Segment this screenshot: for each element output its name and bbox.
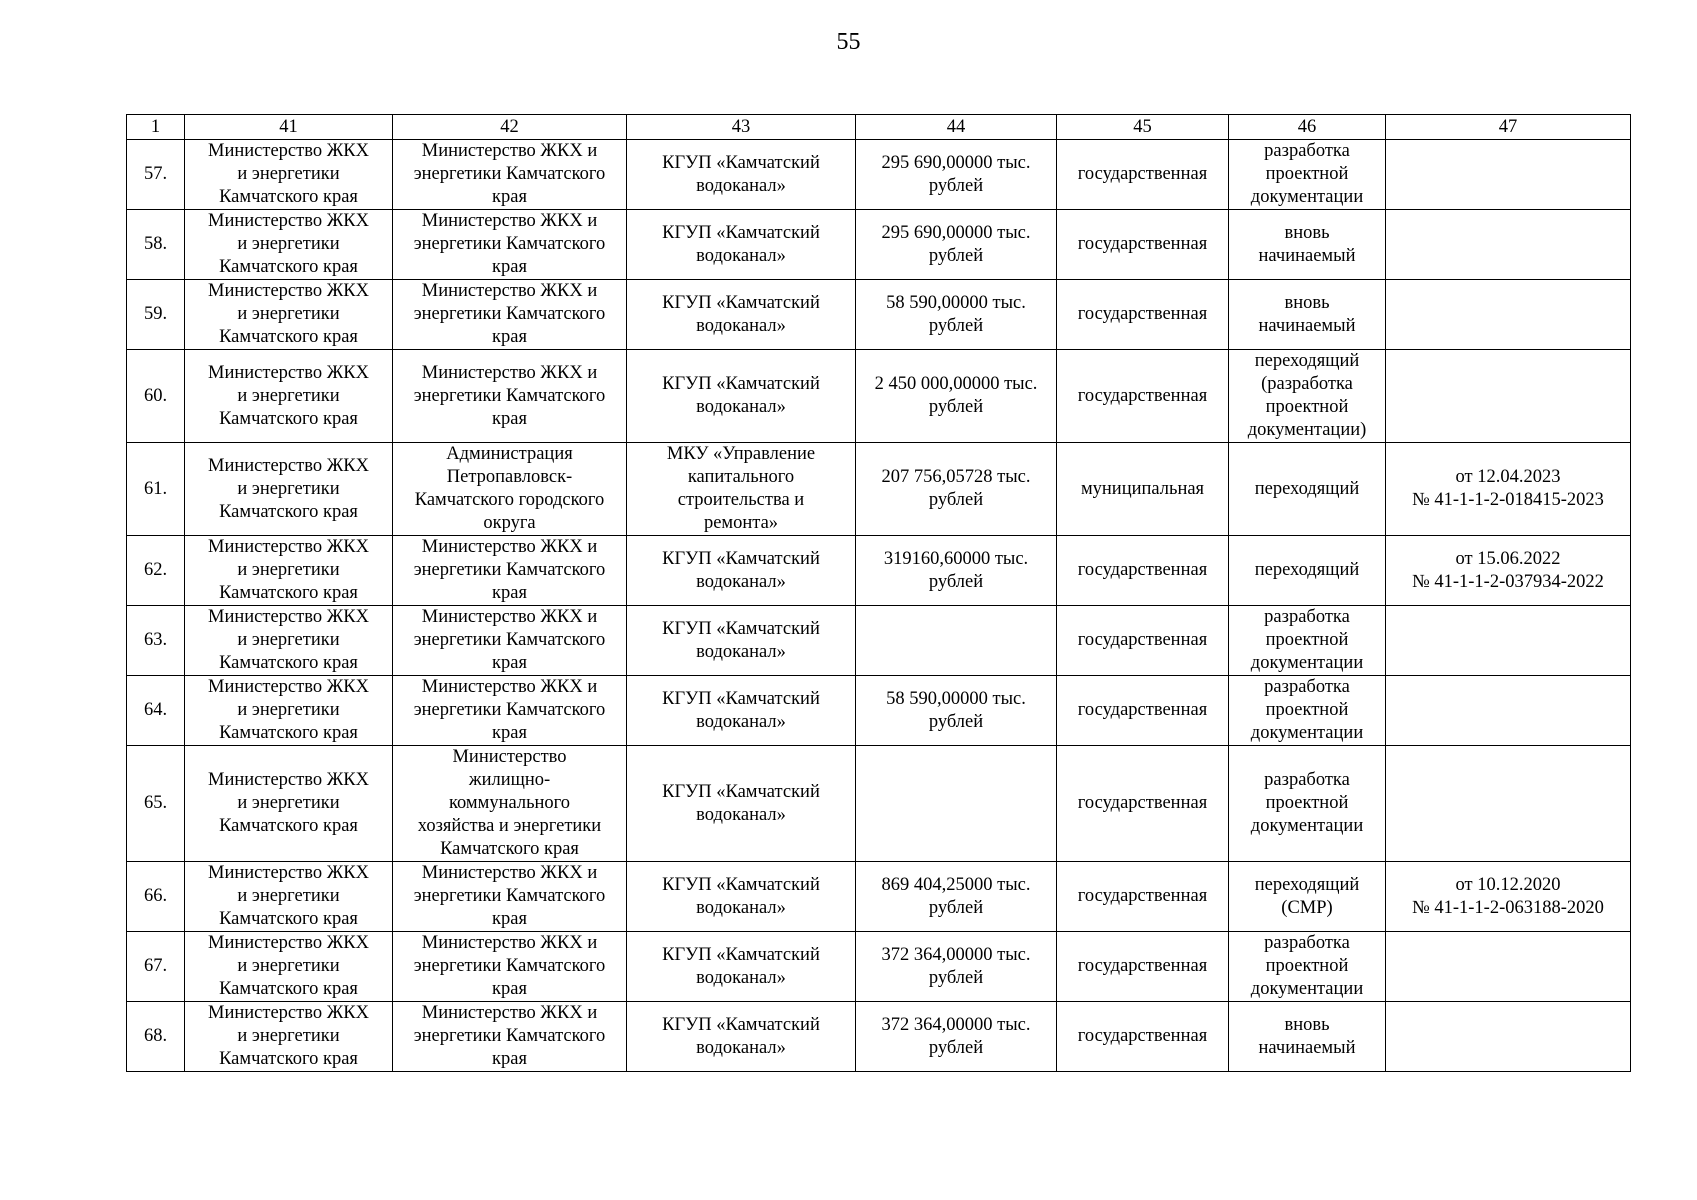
column-46-cell xyxy=(1229,606,1386,676)
column-45-cell-text: государственная xyxy=(1077,385,1208,406)
row-number-cell xyxy=(127,210,185,280)
column-42-cell-text: Министерство ЖКХ и энергетики Камчатского края xyxy=(413,1003,606,1069)
column-42-cell-text: Министерство ЖКХ и энергетики Камчатского края xyxy=(413,141,606,207)
column-44-cell xyxy=(856,210,1057,280)
table-row xyxy=(127,210,1631,280)
column-46-cell xyxy=(1229,932,1386,1002)
column-46-cell-text: разработка проектной документации xyxy=(1250,607,1364,673)
column-42-cell-text: Администрация Петропавловск- Камчатского городского округа xyxy=(414,444,605,533)
column-46-cell xyxy=(1229,746,1386,862)
column-46-cell-text: переходящий (СМР) xyxy=(1254,874,1360,918)
column-41-cell xyxy=(185,140,393,210)
column-47-cell-text: от 15.06.2022 № 41-1-1-2-037934-2022 xyxy=(1412,548,1604,592)
column-45-cell xyxy=(1057,210,1229,280)
column-header: 41 xyxy=(185,115,393,140)
column-header: 45 xyxy=(1057,115,1229,140)
column-43-cell xyxy=(627,280,856,350)
column-44-cell xyxy=(856,140,1057,210)
column-43-cell-text: КГУП «Камчатский водоканал» xyxy=(662,152,820,196)
column-47-cell xyxy=(1386,606,1631,676)
table-row xyxy=(127,746,1631,862)
column-46-cell-text: переходящий (разработка проектной документации) xyxy=(1247,351,1367,440)
column-41-cell-text: Министерство ЖКХ и энергетики Камчатского края xyxy=(208,455,369,522)
column-43-cell xyxy=(627,606,856,676)
table-row xyxy=(127,280,1631,350)
column-46-cell xyxy=(1229,210,1386,280)
row-number-cell-text: 62. xyxy=(143,560,168,580)
row-number-cell xyxy=(127,350,185,443)
column-45-cell-text: государственная xyxy=(1077,234,1208,254)
column-47-cell xyxy=(1386,210,1631,280)
column-42-cell xyxy=(393,676,627,746)
column-43-cell-text: КГУП «Камчатский водоканал» xyxy=(662,874,820,918)
column-43-cell-text: МКУ «Управление капитального строительства и ремонта» xyxy=(666,444,816,533)
row-number-cell-text: 65. xyxy=(143,793,168,813)
column-46-cell-text: вновь начинаемый xyxy=(1258,222,1356,266)
column-42-cell-text: Министерство ЖКХ и энергетики Камчатского края xyxy=(413,863,606,929)
column-41-cell-text: Министерство ЖКХ и энергетики Камчатского края xyxy=(208,607,369,673)
column-45-cell-text: государственная xyxy=(1077,956,1208,976)
column-44-cell-text: 295 690,00000 тыс. рублей xyxy=(881,222,1031,266)
column-41-cell xyxy=(185,443,393,536)
column-45-cell xyxy=(1057,536,1229,606)
row-number-cell-text: 66. xyxy=(143,886,168,906)
column-46-cell xyxy=(1229,676,1386,746)
row-number-cell-text: 59. xyxy=(143,304,168,324)
row-number-cell xyxy=(127,862,185,932)
column-46-cell-text: разработка проектной документации xyxy=(1250,141,1364,207)
column-45-cell xyxy=(1057,676,1229,746)
column-45-cell-text: государственная xyxy=(1077,630,1208,650)
row-number-cell xyxy=(127,932,185,1002)
column-41-cell xyxy=(185,746,393,862)
column-46-cell xyxy=(1229,862,1386,932)
column-42-cell xyxy=(393,606,627,676)
column-41-cell xyxy=(185,210,393,280)
column-41-cell xyxy=(185,676,393,746)
column-42-cell-text: Министерство ЖКХ и энергетики Камчатского края xyxy=(413,537,606,603)
column-44-cell xyxy=(856,350,1057,443)
column-42-cell-text: Министерство ЖКХ и энергетики Камчатского края xyxy=(413,677,606,743)
row-number-cell-text: 61. xyxy=(143,478,168,499)
table-row xyxy=(127,932,1631,1002)
column-45-cell xyxy=(1057,932,1229,1002)
column-42-cell xyxy=(393,1002,627,1072)
table-row xyxy=(127,606,1631,676)
row-number-cell-text: 67. xyxy=(143,956,168,976)
header-row xyxy=(127,115,1631,140)
column-47-cell xyxy=(1386,536,1631,606)
column-42-cell-text: Министерство ЖКХ и энергетики Камчатского края xyxy=(413,211,606,277)
column-42-cell-text: Министерство ЖКХ и энергетики Камчатского края xyxy=(413,933,606,999)
row-number-cell-text: 64. xyxy=(143,700,168,720)
column-44-cell xyxy=(856,280,1057,350)
column-46-cell-text: вновь начинаемый xyxy=(1258,292,1356,336)
column-header: 43 xyxy=(627,115,856,140)
table-body xyxy=(127,140,1631,1072)
column-header: 44 xyxy=(856,115,1057,140)
column-44-cell xyxy=(856,1002,1057,1072)
column-44-cell-text: 372 364,00000 тыс. рублей xyxy=(881,1014,1031,1058)
registry-table xyxy=(126,114,1631,1072)
column-45-cell xyxy=(1057,443,1229,536)
column-46-cell-text: разработка проектной документации xyxy=(1250,933,1364,999)
column-43-cell-text: КГУП «Камчатский водоканал» xyxy=(662,688,820,732)
row-number-cell xyxy=(127,443,185,536)
column-41-cell xyxy=(185,280,393,350)
column-41-cell xyxy=(185,350,393,443)
column-43-cell-text: КГУП «Камчатский водоканал» xyxy=(662,781,820,825)
column-46-cell-text: разработка проектной документации xyxy=(1250,770,1364,836)
column-45-cell xyxy=(1057,606,1229,676)
column-header: 46 xyxy=(1229,115,1386,140)
column-43-cell-text: КГУП «Камчатский водоканал» xyxy=(662,292,820,336)
column-43-cell-text: КГУП «Камчатский водоканал» xyxy=(662,548,820,592)
column-47-cell xyxy=(1386,676,1631,746)
column-41-cell-text: Министерство ЖКХ и энергетики Камчатского края xyxy=(208,281,369,347)
column-47-cell xyxy=(1386,932,1631,1002)
column-44-cell-text: 2 450 000,00000 тыс. рублей xyxy=(874,374,1038,417)
column-46-cell-text: переходящий xyxy=(1254,560,1360,580)
column-41-cell xyxy=(185,932,393,1002)
column-header: 47 xyxy=(1386,115,1631,140)
column-43-cell-text: КГУП «Камчатский водоканал» xyxy=(662,1014,820,1058)
column-41-cell-text: Министерство ЖКХ и энергетики Камчатского края xyxy=(208,537,369,603)
column-42-cell-text: Министерство ЖКХ и энергетики Камчатского края xyxy=(413,607,606,673)
column-42-cell xyxy=(393,210,627,280)
column-45-cell-text: государственная xyxy=(1077,164,1208,184)
column-42-cell xyxy=(393,280,627,350)
column-44-cell xyxy=(856,606,1057,676)
column-44-cell xyxy=(856,443,1057,536)
column-43-cell-text: КГУП «Камчатский водоканал» xyxy=(662,222,820,266)
column-46-cell xyxy=(1229,443,1386,536)
column-41-cell-text: Министерство ЖКХ и энергетики Камчатского края xyxy=(208,677,369,743)
column-46-cell xyxy=(1229,280,1386,350)
column-41-cell-text: Министерство ЖКХ и энергетики Камчатского края xyxy=(208,1003,369,1069)
column-45-cell-text: государственная xyxy=(1077,1026,1208,1046)
column-41-cell xyxy=(185,606,393,676)
column-43-cell-text: КГУП «Камчатский водоканал» xyxy=(662,374,820,417)
column-47-cell xyxy=(1386,350,1631,443)
column-47-cell-text: от 12.04.2023 № 41-1-1-2-018415-2023 xyxy=(1412,467,1604,510)
column-42-cell xyxy=(393,862,627,932)
column-45-cell xyxy=(1057,862,1229,932)
column-41-cell-text: Министерство ЖКХ и энергетики Камчатского края xyxy=(208,211,369,277)
table-row xyxy=(127,862,1631,932)
row-number-cell xyxy=(127,140,185,210)
column-42-cell-text: Министерство ЖКХ и энергетики Камчатского края xyxy=(413,362,606,429)
column-43-cell xyxy=(627,443,856,536)
row-number-cell xyxy=(127,536,185,606)
column-46-cell-text: переходящий xyxy=(1254,478,1360,499)
column-44-cell-text: 58 590,00000 тыс. рублей xyxy=(886,688,1026,732)
column-43-cell xyxy=(627,536,856,606)
row-number-cell-text: 63. xyxy=(143,630,168,650)
column-47-cell-text: от 10.12.2020 № 41-1-1-2-063188-2020 xyxy=(1412,874,1604,918)
page-number: 55 xyxy=(836,29,861,55)
column-42-cell-text: Министерство жилищно- коммунального хозяйства и энергетики Камчатского края xyxy=(417,747,602,859)
column-45-cell xyxy=(1057,140,1229,210)
column-43-cell xyxy=(627,140,856,210)
row-number-cell xyxy=(127,280,185,350)
column-46-cell xyxy=(1229,350,1386,443)
table-row xyxy=(127,140,1631,210)
column-47-cell xyxy=(1386,1002,1631,1072)
column-45-cell-text: государственная xyxy=(1077,700,1208,720)
column-45-cell-text: муниципальная xyxy=(1080,478,1205,499)
column-46-cell-text: вновь начинаемый xyxy=(1258,1014,1356,1058)
column-45-cell xyxy=(1057,280,1229,350)
column-42-cell-text: Министерство ЖКХ и энергетики Камчатского края xyxy=(413,281,606,347)
row-number-cell-text: 60. xyxy=(143,385,168,406)
column-41-cell-text: Министерство ЖКХ и энергетики Камчатского края xyxy=(208,933,369,999)
row-number-cell xyxy=(127,606,185,676)
column-44-cell-text: 372 364,00000 тыс. рублей xyxy=(881,944,1031,988)
column-44-cell xyxy=(856,676,1057,746)
table-row xyxy=(127,350,1631,443)
column-42-cell xyxy=(393,746,627,862)
column-44-cell-text: 869 404,25000 тыс. рублей xyxy=(881,874,1031,918)
column-43-cell xyxy=(627,932,856,1002)
column-47-cell xyxy=(1386,862,1631,932)
column-46-cell xyxy=(1229,1002,1386,1072)
column-45-cell-text: государственная xyxy=(1077,793,1208,813)
column-47-cell xyxy=(1386,746,1631,862)
column-44-cell xyxy=(856,536,1057,606)
table-row xyxy=(127,536,1631,606)
column-42-cell xyxy=(393,932,627,1002)
column-42-cell xyxy=(393,443,627,536)
column-43-cell xyxy=(627,862,856,932)
column-46-cell xyxy=(1229,140,1386,210)
column-41-cell xyxy=(185,1002,393,1072)
column-43-cell xyxy=(627,350,856,443)
column-41-cell xyxy=(185,862,393,932)
column-44-cell xyxy=(856,932,1057,1002)
column-43-cell xyxy=(627,210,856,280)
row-number-cell-text: 68. xyxy=(143,1026,168,1046)
column-43-cell xyxy=(627,1002,856,1072)
column-45-cell xyxy=(1057,746,1229,862)
table-row xyxy=(127,443,1631,536)
column-47-cell xyxy=(1386,443,1631,536)
table-row xyxy=(127,1002,1631,1072)
column-44-cell xyxy=(856,746,1057,862)
column-45-cell xyxy=(1057,1002,1229,1072)
column-47-cell xyxy=(1386,280,1631,350)
row-number-cell-text: 57. xyxy=(143,164,168,184)
column-42-cell xyxy=(393,536,627,606)
column-45-cell xyxy=(1057,350,1229,443)
column-44-cell xyxy=(856,862,1057,932)
column-43-cell xyxy=(627,746,856,862)
column-41-cell-text: Министерство ЖКХ и энергетики Камчатского края xyxy=(208,141,369,207)
column-header: 42 xyxy=(393,115,627,140)
column-header: 1 xyxy=(127,115,185,140)
column-41-cell-text: Министерство ЖКХ и энергетики Камчатского края xyxy=(208,863,369,929)
column-45-cell-text: государственная xyxy=(1077,560,1208,580)
column-45-cell-text: государственная xyxy=(1077,304,1208,324)
row-number-cell-text: 58. xyxy=(143,234,168,254)
column-41-cell-text: Министерство ЖКХ и энергетики Камчатского края xyxy=(208,770,369,836)
column-44-cell-text: 295 690,00000 тыс. рублей xyxy=(881,152,1031,196)
column-47-cell xyxy=(1386,140,1631,210)
column-43-cell-text: КГУП «Камчатский водоканал» xyxy=(662,618,820,662)
row-number-cell xyxy=(127,1002,185,1072)
column-41-cell xyxy=(185,536,393,606)
column-41-cell-text: Министерство ЖКХ и энергетики Камчатского края xyxy=(208,362,369,429)
table-row xyxy=(127,676,1631,746)
column-42-cell xyxy=(393,350,627,443)
column-43-cell-text: КГУП «Камчатский водоканал» xyxy=(662,944,820,988)
column-44-cell-text: 58 590,00000 тыс. рублей xyxy=(886,292,1026,336)
column-46-cell xyxy=(1229,536,1386,606)
row-number-cell xyxy=(127,746,185,862)
column-45-cell-text: государственная xyxy=(1077,886,1208,906)
column-44-cell-text: 319160,60000 тыс. рублей xyxy=(883,548,1029,592)
column-42-cell xyxy=(393,140,627,210)
column-43-cell xyxy=(627,676,856,746)
row-number-cell xyxy=(127,676,185,746)
column-46-cell-text: разработка проектной документации xyxy=(1250,677,1364,743)
column-44-cell-text: 207 756,05728 тыс. рублей xyxy=(881,467,1031,510)
